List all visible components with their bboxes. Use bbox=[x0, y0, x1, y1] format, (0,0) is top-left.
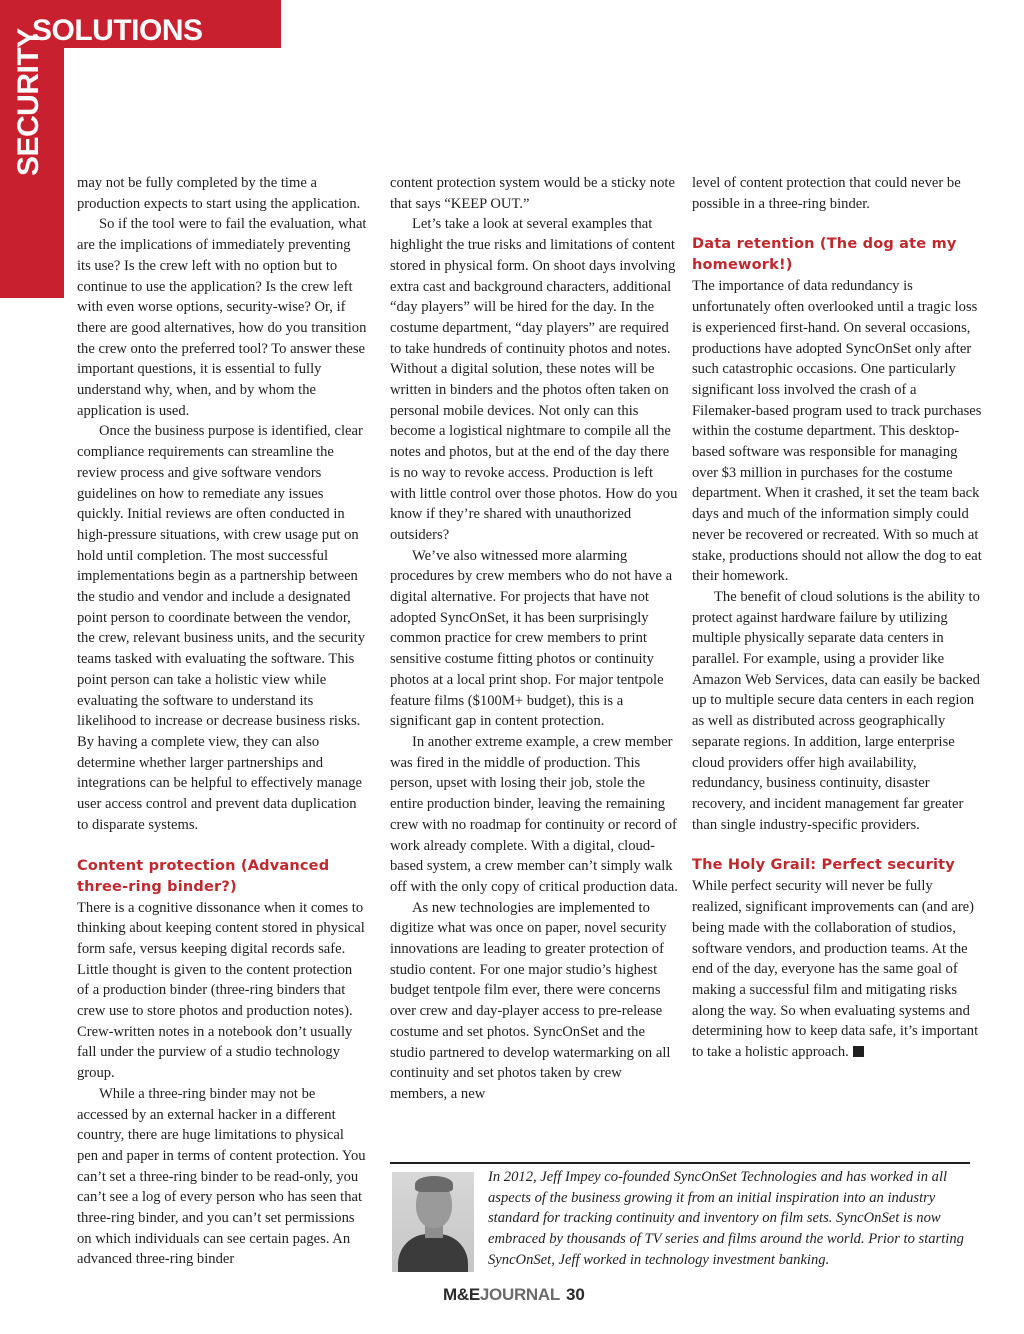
subheading-content-protection: Content protection (Advanced three-ring binder?) bbox=[77, 857, 330, 895]
paragraph: Let’s take a look at several examples that highlight the true risks and limitations of content stored in physical form. On shoot days involving extra cast and background characters, additional “day players” will be hired for the day. In the costume department, “day players” are required to take hundreds of continuity photos and notes. Without a digital solution, these notes will be written in binders and the photos often taken on personal mobile devices. Not only can this become a logistical nightmare to compile all the notes and photos, but at the end of the day there is no way to revoke access. Production is left with little control over those photos. How do you know if they’re shared with unauthorized outsiders? bbox=[390, 216, 678, 543]
paragraph: In another extreme example, a crew member was fired in the middle of production. This person, upset with losing their job, stole the entire production binder, leaving the remaining crew with no roadmap for continuity or record of work already complete. With a digital, cloud-based system, a crew member can’t simply walk off with the only copy of critical production data. bbox=[390, 733, 678, 895]
article-column-1 bbox=[77, 173, 367, 1270]
paragraph: The benefit of cloud solutions is the ability to protect against hardware failure by utilizing multiple physically separate data centers in parallel. For example, using a provider like Amazon Web Services, data can easily be backed up to multiple secure data centers in each region as well as distributed across geographically separate regions. In addition, large enterprise cloud providers offer high availability, redundancy, business continuity, disaster recovery, and incident management far greater than single industry-specific providers. bbox=[692, 588, 980, 833]
paragraph: As new technologies are implemented to digitize what was once on paper, novel security innovations are leading to greater protection of studio content. For one major studio’s highest budget tentpole film ever, there were concerns over crew and day-player access to pre-release costume and set photos. SyncOnSet and the studio partnered to develop watermarking on all continuity and set photos taken by crew members, a new bbox=[390, 899, 671, 1102]
paragraph: So if the tool were to fail the evaluation, what are the implications of immediately preventing its use? Is the crew left with no option but to continue to use the application? Is the crew left with even worse options, security-wise? Or, if there are good alternatives, how do you transition the crew onto the preferred tool? To answer these important questions, it is essential to fully understand why, when, and by whom the application is used. bbox=[77, 216, 367, 419]
paragraph: Once the business purpose is identified, clear compliance requirements can streamline the review process and give software vendors guidelines on how to remediate any issues quickly. Initial reviews are often conducted in high-pressure situations, with crew usage put on hold until completion. The most successful implementations begin as a partnership between the studio and vendor and include a designated point person to coordinate between the vendor, the crew, relevant business units, and the security teams tasked with evaluating the software. This point person can take a holistic view while evaluating the software to understand its likelihood to increase or decrease business risks. By having a complete view, they can also determine whether larger partnerships and integrations can be helpful to effectively manage user access control and prevent data duplication to disparate systems. bbox=[77, 423, 366, 833]
paragraph: While a three-ring binder may not be accessed by an external hacker in a different country, there are huge limitations to physical pen and paper in terms of content protection. You can’t set a three-ring binder to be read-only, you can’t see a log of every person who has seen that three-ring binder, and you can’t set permissions on which individuals can see certain pages. An advanced three-ring binder bbox=[77, 1085, 366, 1268]
paragraph: We’ve also witnessed more alarming procedures by crew members who do not have a digital alternative. For projects that have not adopted SyncOnSet, it has been surprisingly common practice for crew members to print sensitive costume fitting photos or continuity photos at a local print shop. For major tentpole feature films ($100M+ budget), this is a significant gap in content protection. bbox=[390, 547, 673, 730]
paragraph-final bbox=[692, 876, 982, 1062]
footer-brand: M&E bbox=[443, 1285, 480, 1304]
bio-divider bbox=[390, 1162, 970, 1164]
author-photo bbox=[392, 1172, 474, 1272]
paragraph: There is a cognitive dissonance when it comes to thinking about keeping content stored in physical form safe, versus keeping digital records safe. Little thought is given to the content protection of a production binder (three-ring binders that crew use to store photos and production notes). Crew-written notes in a notebook don’t usually fall under the purview of a studio technology group. bbox=[77, 899, 365, 1082]
sidebar-label: SECURITY bbox=[12, 28, 45, 176]
paragraph: The importance of data redundancy is unfortunately often overlooked until a tragic loss is experienced first-hand. On several occasions, productions have adopted SyncOnSet only after such catastrophic occasions. One particularly significant loss involved the crash of a Filemaker-based program used to track purchases within the costume department. This desktop-based software was responsible for managing over $3 million in purchases for the costume department. When it crashed, it set the team back days and much of the information simply could never be recovered or recreated. With so much at stake, productions should not allow the dog to eat their homework. bbox=[692, 278, 982, 585]
page-footer bbox=[443, 1285, 585, 1305]
paragraph: level of content protection that could never be possible in a three-ring binder. bbox=[692, 175, 961, 212]
article-column-3 bbox=[692, 173, 982, 1063]
subheading-holy-grail: The Holy Grail: Perfect security bbox=[692, 857, 955, 874]
page-number: 30 bbox=[565, 1285, 585, 1304]
paragraph-text: While perfect security will never be fully realized, significant improvements can (and are) being made with the collaboration of studios, software vendors, and production teams. At the end of the day, everyone has the same goal of making a successful film and mitigating risks along the way. So when evaluating systems and determining how to keep data safe, it’s important to take a holistic approach. bbox=[692, 878, 979, 1061]
article-column-2 bbox=[390, 173, 680, 1105]
footer-journal: JOURNAL bbox=[479, 1285, 560, 1304]
end-mark-icon bbox=[853, 1046, 864, 1057]
paragraph: may not be fully completed by the time a production expects to start using the application. bbox=[77, 175, 361, 212]
section-title: SOLUTIONS bbox=[32, 14, 203, 47]
author-bio: In 2012, Jeff Impey co-founded SyncOnSet Technologies and has worked in all aspects of the business growing it from an initial inspiration into an industry standard for tracking continuity and inventory on film sets. SyncOnSet is now embraced by thousands of TV series and films around the world. Prior to starting SyncOnSet, Jeff worked in technology investment banking. bbox=[488, 1169, 964, 1268]
paragraph: content protection system would be a sticky note that says “KEEP OUT.” bbox=[390, 175, 675, 212]
subheading-data-retention: Data retention (The dog ate my homework!) bbox=[692, 236, 957, 274]
